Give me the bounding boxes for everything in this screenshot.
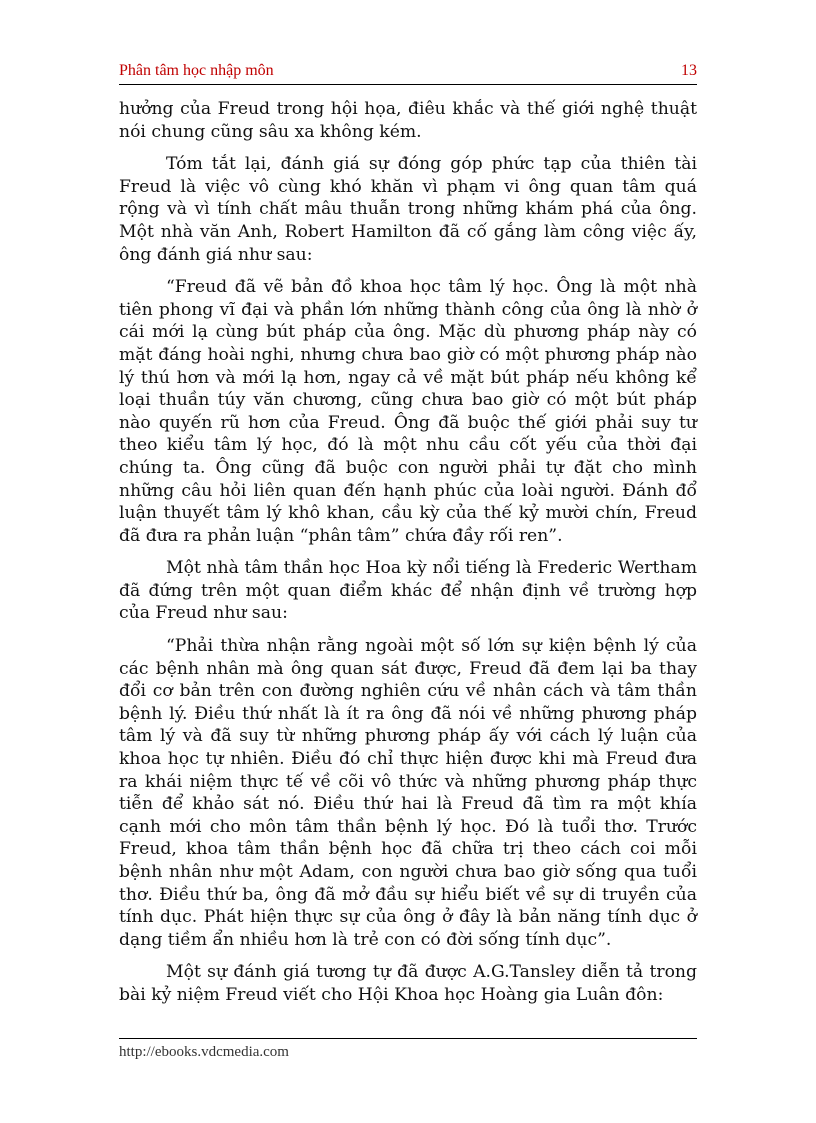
paragraph: Một sự đánh giá tương tự đã được A.G.Tansley diễn tả trong bài kỷ niệm Freud viết cho Hội Khoa học Hoàng gia Luân đôn: xyxy=(119,962,697,1005)
page-header xyxy=(119,60,697,85)
page-body xyxy=(119,98,697,1017)
paragraph: Một nhà tâm thần học Hoa kỳ nổi tiếng là Frederic Wertham đã đứng trên một quan điểm khác để nhận định về trường hợp của Freud như sau: xyxy=(119,558,697,624)
paragraph: hưởng của Freud trong hội họa, điêu khắc và thế giới nghệ thuật nói chung cũng sâu xa không kém. xyxy=(119,99,697,142)
page-footer xyxy=(119,1038,697,1061)
quote-paragraph: “Phải thừa nhận rằng ngoài một số lớn sự kiện bệnh lý của các bệnh nhân mà ông quan sát được, Freud đã đem lại ba thay đổi cơ bản trên con đường nghiên cứu về nhân cách và tâm thần bệnh lý. Điều thứ nhất là ít ra ông đã nói về những phương pháp tâm lý và đã suy từ những phương pháp ấy với cách lý luận của khoa học tự nhiên. Điều đó chỉ thực hiện được khi mà Freud đưa ra khái niệm thực tế về cõi vô thức và những phương pháp thực tiễn để khảo sát nó. Điều thứ hai là Freud đã tìm ra một khía cạnh mới cho môn tâm thần bệnh lý học. Đó là tuổi thơ. Trước Freud, khoa tâm thần bệnh học đã chữa trị theo cách coi mỗi bệnh nhân như một Adam, con người chưa bao giờ sống qua tuổi thơ. Điều thứ ba, ông đã mở đầu sự hiểu biết về sự di truyền của tính dục. Phát hiện thực sự của ông ở đây là bản năng tính dục ở dạng tiềm ẩn nhiều hơn là trẻ con có đời sống tính dục”. xyxy=(119,636,697,950)
book-title: Phân tâm học nhập môn xyxy=(119,62,274,79)
paragraph: Tóm tắt lại, đánh giá sự đóng góp phức tạp của thiên tài Freud là việc vô cùng khó khăn vì phạm vi ông quan tâm quá rộng và vì tính chất mâu thuẫn trong những khám phá của ông. Một nhà văn Anh, Robert Hamilton đã cố gắng làm công việc ấy, ông đánh giá như sau: xyxy=(119,154,697,265)
page-number: 13 xyxy=(681,62,697,79)
quote-paragraph: “Freud đã vẽ bản đồ khoa học tâm lý học. Ông là một nhà tiên phong vĩ đại và phần lớn những thành công của ông là nhờ ở cái mới lạ cùng bút pháp của ông. Mặc dù phương pháp này có mặt đáng hoài nghi, nhưng chưa bao giờ có một phương pháp nào lý thú hơn và mới lạ hơn, ngay cả về mặt bút pháp nếu không kể loại thuần túy văn chương, cũng chưa bao giờ có một bút pháp nào quyến rũ hơn của Freud. Ông đã buộc thế giới phải suy tư theo kiểu tâm lý học, đó là một nhu cầu cốt yếu của thời đại chúng ta. Ông cũng đã buộc con người phải tự đặt cho mình những câu hỏi liên quan đến hạnh phúc của loài người. Đánh đổ luận thuyết tâm lý khô khan, cầu kỳ của thế kỷ mười chín, Freud đã đưa ra phản luận “phân tâm” chứa đầy rối ren”. xyxy=(119,277,697,546)
footer-url[interactable]: http://ebooks.vdcmedia.com xyxy=(119,1044,289,1060)
